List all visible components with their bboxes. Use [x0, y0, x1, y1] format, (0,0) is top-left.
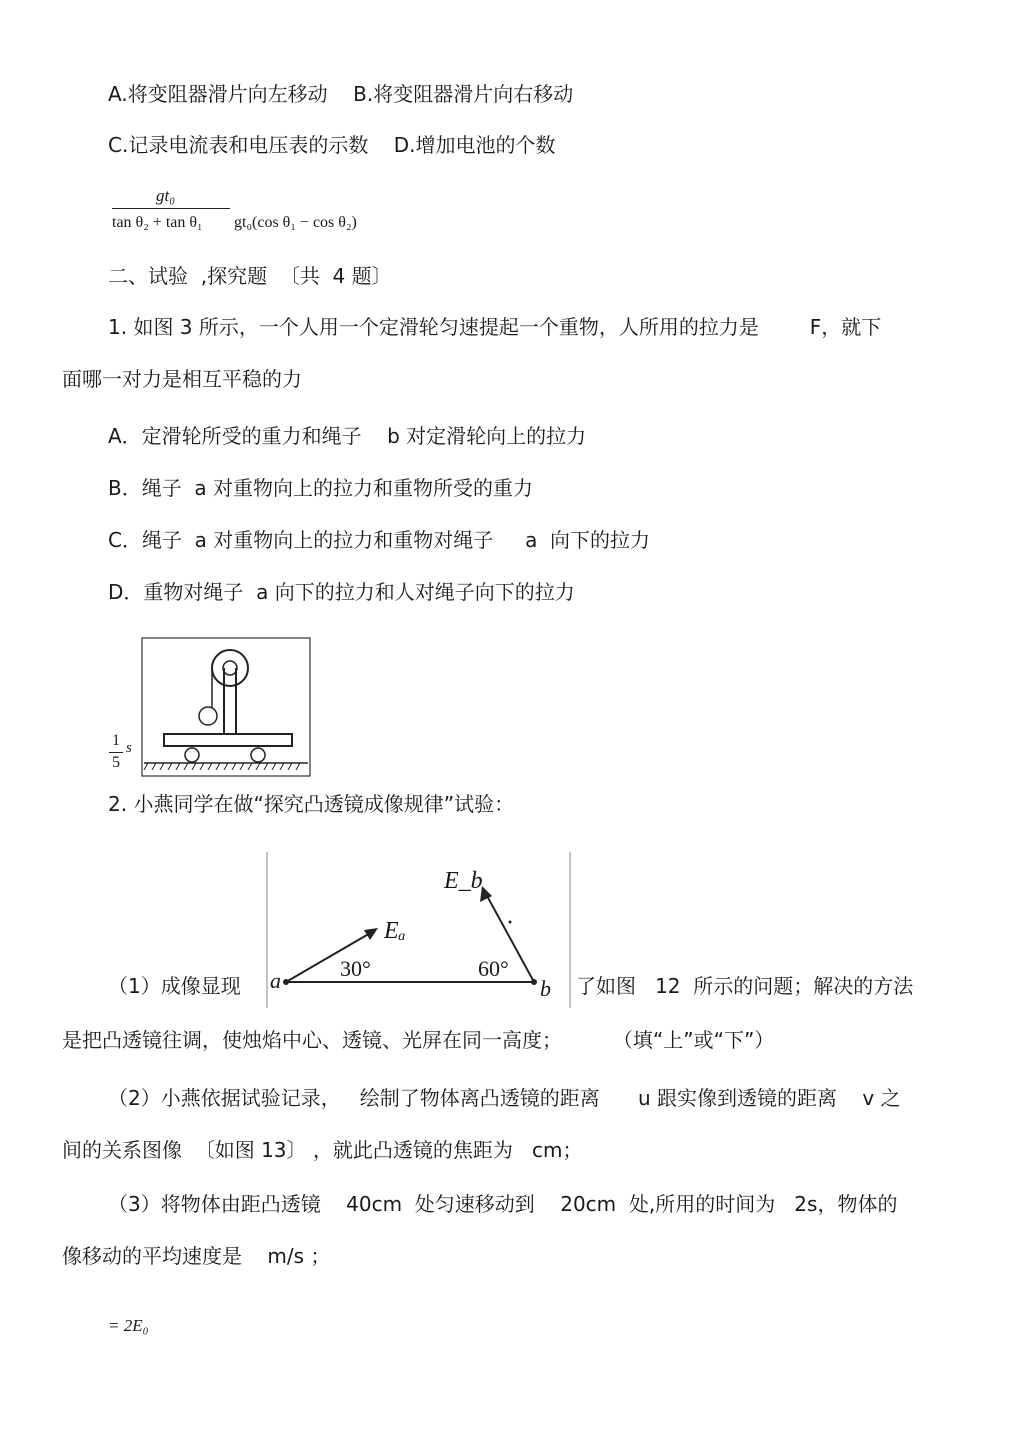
vector-eb-label: E_b: [444, 868, 483, 894]
q1-stem-line1: 1. 如图 3 所示，一个人用一个定滑轮匀速提起一个重物，人所用的拉力是 F，就下: [108, 315, 882, 339]
field-vector-figure: [266, 852, 572, 1008]
q1-option-d: D．重物对绳子 a 向下的拉力和人对绳子向下的拉力: [108, 580, 575, 604]
formula-denominator: tan θ₂ + tan θ₁: [112, 214, 203, 231]
formula-fraction: [108, 186, 408, 242]
angle-b-label: 60°: [478, 956, 509, 981]
q1-stem-line2: 面哪一对力是相互平稳的力: [62, 367, 302, 391]
fig1-frac-bar: [109, 752, 123, 753]
q2-part1-after: 了如图 12 所示的问题；解决的方法: [576, 974, 914, 998]
q1-option-a: A．定滑轮所受的重力和绳子 b 对定滑轮向上的拉力: [108, 424, 587, 448]
q2-part2-line2: 间的关系图像 〔如图 13〕 ，就此凸透镜的焦距为 cm；: [62, 1138, 583, 1162]
point-b-label: b: [540, 976, 551, 1001]
fig1-frac-suffix: s: [126, 740, 132, 756]
option-line-cd: C.记录电流表和电压表的示数 D.增加电池的个数: [108, 133, 556, 157]
fig1-frac-den: 5: [112, 754, 120, 771]
fraction-bar: [112, 208, 230, 209]
q2-part2-line1: （2）小燕依据试验记录， 绘制了物体离凸透镜的距离 u 跟实像到透镜的距离 v 之: [108, 1086, 901, 1110]
option-line-ab: A.将变阻器滑片向左移动 B.将变阻器滑片向右移动: [108, 82, 574, 106]
point-a-label: a: [270, 968, 281, 993]
q2-stem: 2. 小燕同学在做“探究凸透镜成像规律”试验：: [108, 792, 515, 816]
q2-part3-line1: （3）将物体由距凸透镜 40cm 处匀速移动到 20cm 处,所用的时间为 2s，物体的: [108, 1192, 898, 1216]
angle-a-label: 30°: [340, 956, 371, 981]
q1-option-b: B．绳子 a 对重物向上的拉力和重物所受的重力: [108, 476, 534, 500]
field-vector-drawing: [266, 852, 572, 1008]
bottom-formula: = 2E₀: [108, 1316, 149, 1335]
formula-numerator: gt₀: [156, 186, 176, 205]
pulley-cart-drawing: [104, 636, 314, 780]
q2-part1-before: （1）成像显现: [108, 974, 241, 998]
q2-part3-line2: 像移动的平均速度是 m/s ；: [62, 1244, 331, 1268]
fig1-frac-num: 1: [112, 732, 120, 749]
section-heading: 二、试验 ,探究题 〔共 4 题〕: [108, 264, 392, 288]
q1-option-c: C．绳子 a 对重物向上的拉力和重物对绳子 a 向下的拉力: [108, 528, 651, 552]
pulley-cart-figure: [104, 636, 314, 780]
q2-part1-line2: 是把凸透镜往调，使烛焰中心、透镜、光屏在同一高度； （填“上”或“下”）: [62, 1028, 775, 1052]
vector-ea-label: Eₐ: [384, 918, 406, 944]
formula-tail: gt₀(cos θ₁ − cos θ₂): [234, 214, 357, 231]
